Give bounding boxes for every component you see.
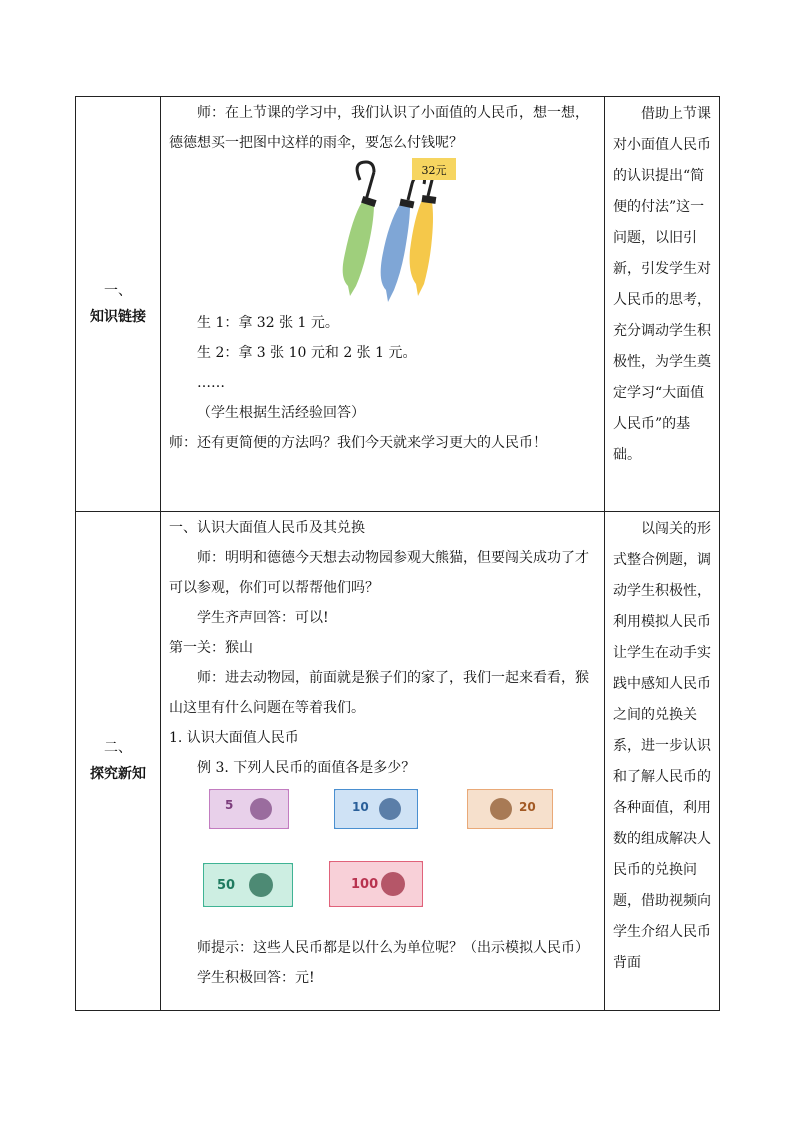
umbrella-canopy-blue [381, 204, 410, 302]
part-heading: 一、认识大面值人民币及其兑换 [169, 520, 365, 536]
lesson-plan-table [75, 96, 720, 1011]
section-content-cell [161, 97, 605, 512]
umbrella-canopy-green [343, 202, 374, 296]
banknote-value: 50 [217, 878, 236, 893]
price-tag-text: 32元 [421, 164, 447, 177]
banknote-value: 10 [352, 800, 369, 814]
design-intent-text: 以闯关的形式整合例题，调动学生积极性，利用模拟人民币让学生在动手实践中感知人民币之间的兑换关系，进一步认识和了解人民币的各种面值，利用数的组成解决人民币的兑换问题，借助视频向学生介绍人民币背面 [613, 521, 711, 971]
teacher-line-1: 师：明明和德德今天想去动物园参观大熊猫，但要闯关成功了才可以参观，你们可以帮帮他们吗？ [169, 550, 589, 596]
student-answer-2: 生 2：拿 3 张 10 元和 2 张 1 元。 [197, 345, 417, 361]
example-title: 例 3. 下列人民币的面值各是多少？ [197, 760, 416, 776]
design-intent-cell [605, 512, 720, 1011]
ellipsis: …… [197, 375, 225, 391]
section-label-cell [76, 97, 161, 512]
teacher-intro: 师：在上节课的学习中，我们认识了小面值的人民币，想一想，德德想买一把图中这样的雨伞，要怎么付钱呢？ [169, 105, 589, 151]
section-number: 一、 [104, 283, 132, 299]
subsection-title: 1. 认识大面值人民币 [169, 730, 299, 746]
answer-note: （学生根据生活经验回答） [197, 405, 365, 421]
design-intent-cell [605, 97, 720, 512]
teacher-question: 师：还有更简便的方法吗？我们今天就来学习更大的人民币！ [169, 435, 547, 451]
student-reply: 学生齐声回答：可以! [197, 610, 329, 626]
level-title: 第一关：猴山 [169, 640, 253, 656]
student-answer: 学生积极回答：元! [197, 970, 315, 986]
banknote-images [169, 783, 598, 933]
design-intent-text: 借助上节课对小面值人民币的认识提出“简便的付法”这一问题，以旧引新，引发学生对人民币的思考，充分调动学生积极性，为学生奠定学习“大面值人民币”的基础。 [613, 106, 711, 463]
banknote-value: 20 [519, 800, 536, 814]
section-title: 探究新知 [90, 766, 146, 782]
banknote-value: 100 [351, 877, 379, 892]
section-content-cell [161, 512, 605, 1011]
umbrella-figure [169, 158, 598, 308]
student-answer-1: 生 1：拿 32 张 1 元。 [197, 315, 339, 331]
banknote-5-image [209, 789, 289, 829]
teacher-hint: 师提示：这些人民币都是以什么为单位呢？（出示模拟人民币） [197, 940, 589, 956]
banknote-20-image [467, 789, 553, 829]
section-row-1 [76, 97, 720, 512]
section-number: 二、 [104, 740, 132, 756]
section-label-cell [76, 512, 161, 1011]
teacher-line-2: 师：进去动物园，前面就是猴子们的家了，我们一起来看看，猴山这里有什么问题在等着我们。 [169, 670, 589, 716]
banknote-100-image [329, 861, 423, 907]
banknote-50-image [203, 863, 293, 907]
banknote-value: 5 [225, 798, 234, 812]
umbrella-image [322, 158, 462, 308]
umbrella-canopy-yellow [410, 200, 433, 296]
section-row-2 [76, 512, 720, 1011]
banknote-10-image [334, 789, 418, 829]
section-title: 知识链接 [90, 309, 146, 325]
umbrella-shaft-green [366, 172, 374, 200]
